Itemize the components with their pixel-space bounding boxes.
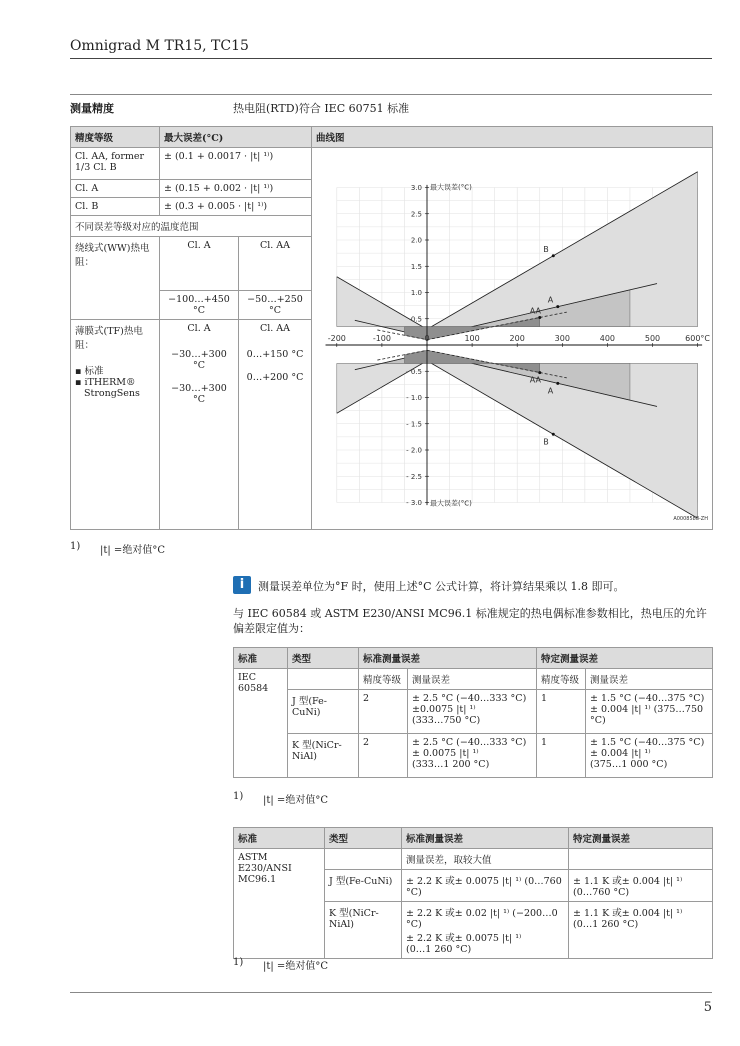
iec-h-std: 标准 bbox=[234, 648, 288, 669]
x-tick-label: 0 bbox=[424, 334, 430, 343]
tf-cell bbox=[71, 320, 160, 530]
label-aa-bottom: AA bbox=[529, 375, 541, 385]
info-icon: i bbox=[233, 576, 251, 594]
iec-type-j: J 型(Fe-CuNi) bbox=[288, 690, 359, 734]
col-accuracy-class: 精度等级 bbox=[71, 127, 160, 148]
section-rule bbox=[70, 94, 712, 95]
marker-a-top bbox=[556, 305, 559, 308]
y-tick-label: 2.5 bbox=[410, 210, 422, 219]
header-rule bbox=[70, 58, 712, 59]
tf-item-standard: ▪ 标准 bbox=[75, 366, 104, 377]
x-tick-label: 500 bbox=[644, 334, 661, 343]
iec-k-c2: 1 bbox=[537, 734, 586, 778]
y-tick-label: 0.5 bbox=[410, 315, 422, 324]
label-aa-top: AA bbox=[529, 306, 541, 316]
marker-aa-bottom bbox=[538, 371, 541, 374]
y-tick-label: - 1.0 bbox=[406, 394, 422, 402]
marker-a-bottom bbox=[556, 382, 559, 385]
footnote-1-text: |t| =绝对值°C bbox=[100, 545, 165, 556]
footnote-3-text: |t| =绝对值°C bbox=[263, 961, 328, 972]
page-number: 5 bbox=[703, 1000, 712, 1015]
iec-sub-class-1: 精度等级 bbox=[359, 669, 408, 690]
ww-cla: Cl. A bbox=[160, 237, 239, 291]
x-tick-label: 300 bbox=[554, 334, 570, 343]
document-header: Omnigrad M TR15, TC15 bbox=[70, 38, 249, 54]
error-b: ± (0.3 + 0.005 · |t| ¹⁾) bbox=[160, 198, 312, 216]
iec-std: IEC 60584 bbox=[234, 669, 288, 778]
x-tick-label: -200 bbox=[327, 334, 346, 343]
iec-k-c1: 2 bbox=[359, 734, 408, 778]
iec-h-special: 特定测量误差 bbox=[537, 648, 713, 669]
label-a-bottom: A bbox=[547, 386, 554, 396]
col-max-error: 最大误差(°C) bbox=[160, 127, 312, 148]
iec-sub-err-1: 测量误差 bbox=[408, 669, 537, 690]
iec-k-e1: ± 2.5 °C (−40…333 °C) ± 0.0075 |t| ¹⁾ (333…1 200 °C) bbox=[408, 734, 537, 778]
x-tick-label: 600°C bbox=[685, 334, 711, 343]
label-b-bottom: B bbox=[543, 437, 549, 447]
figure-code: A0008588-ZH bbox=[673, 516, 708, 522]
astm-h-standard: 标准测量误差 bbox=[402, 828, 569, 849]
ww-label: 绕线式(WW)热电阻： bbox=[71, 237, 160, 320]
error-aa: ± (0.1 + 0.0017 · |t| ¹⁾) bbox=[160, 148, 312, 180]
iec-sub-err-2: 测量误差 bbox=[586, 669, 713, 690]
astm-h-type: 类型 bbox=[325, 828, 402, 849]
y-tick-label: 1.0 bbox=[410, 289, 422, 297]
ww-cla-range: −100…+450 °C bbox=[160, 291, 239, 320]
curve-cell bbox=[311, 148, 712, 530]
astm-h-special: 特定测量误差 bbox=[569, 828, 713, 849]
rtd-accuracy-table bbox=[70, 126, 713, 530]
tf-claa: Cl. AA bbox=[259, 323, 291, 334]
tf-r1-a: −30…+300 °C bbox=[171, 349, 227, 371]
y-tick-label: - 2.5 bbox=[406, 472, 422, 481]
y-tick-label: - 3.0 bbox=[406, 499, 422, 507]
iec-j-e2: ± 1.5 °C (−40…375 °C) ± 0.004 |t| ¹⁾ (375…750 °C) bbox=[586, 690, 713, 734]
y-axis-label-top: 最大误差(°C) bbox=[429, 183, 472, 192]
section-label: 测量精度 bbox=[70, 102, 114, 115]
class-b: Cl. B bbox=[71, 198, 160, 216]
y-tick-label: - 2.0 bbox=[406, 446, 422, 455]
marker-aa-top bbox=[538, 316, 541, 319]
astm-type-j: J 型(Fe-CuNi) bbox=[325, 870, 402, 902]
astm-h-std: 标准 bbox=[234, 828, 325, 849]
iec-type-k: K 型(NiCr-NiAl) bbox=[288, 734, 359, 778]
tf-item-strongsens: ▪ iTHERM® StrongSens bbox=[75, 377, 140, 399]
ww-claa-range: −50…+250 °C bbox=[239, 291, 312, 320]
label-b-top: B bbox=[543, 244, 549, 254]
iec-sub-class-2: 精度等级 bbox=[537, 669, 586, 690]
y-tick-label: - 0.5 bbox=[406, 367, 422, 376]
footnote-1-num: 1) bbox=[70, 541, 81, 552]
class-a: Cl. A bbox=[71, 180, 160, 198]
x-tick-label: 400 bbox=[599, 334, 616, 343]
footnote-2-text: |t| =绝对值°C bbox=[263, 795, 328, 806]
x-tick-label: 100 bbox=[464, 334, 480, 343]
iec-h-type: 类型 bbox=[288, 648, 359, 669]
error-curve-chart bbox=[312, 148, 712, 526]
astm-table bbox=[233, 827, 713, 959]
iec-h-standard: 标准测量误差 bbox=[359, 648, 537, 669]
astm-type-k: K 型(NiCr-NiAl) bbox=[325, 902, 402, 959]
astm-sub: 测量误差，取较大值 bbox=[402, 849, 569, 870]
tf-r2-aa: 0…+200 °C bbox=[246, 372, 304, 383]
y-tick-label: 3.0 bbox=[410, 184, 422, 192]
y-tick-label: 1.5 bbox=[410, 262, 422, 271]
iec-j-c2: 1 bbox=[537, 690, 586, 734]
col-curve: 曲线图 bbox=[311, 127, 712, 148]
footnote-2-num: 1) bbox=[233, 791, 244, 802]
section-subtitle: 热电阻(RTD)符合 IEC 60751 标准 bbox=[233, 102, 410, 115]
y-axis-label-bottom: 最大误差(°C) bbox=[429, 499, 472, 508]
tf-cla-cell bbox=[160, 320, 239, 530]
iec-table bbox=[233, 647, 713, 778]
tf-cla: Cl. A bbox=[187, 323, 211, 334]
footer-rule bbox=[70, 992, 712, 993]
tf-claa-cell bbox=[239, 320, 312, 530]
x-tick-label: 200 bbox=[509, 334, 525, 343]
tf-label: 薄膜式(TF)热电阻： bbox=[75, 326, 143, 351]
iec-j-e1: ± 2.5 °C (−40…333 °C) ±0.0075 |t| ¹⁾ (333…750 °C) bbox=[408, 690, 537, 734]
intro-paragraph: 与 IEC 60584 或 ASTM E230/ANSI MC96.1 标准规定的热电偶标准参数相比，热电压的允许偏差限定值为： bbox=[233, 607, 707, 635]
tf-r2-a: −30…+300 °C bbox=[171, 383, 227, 405]
class-aa: Cl. AA, former 1/3 Cl. B bbox=[71, 148, 160, 180]
range-label: 不同误差等级对应的温度范围 bbox=[71, 216, 312, 237]
footnote-3-num: 1) bbox=[233, 957, 244, 968]
ww-claa: Cl. AA bbox=[239, 237, 312, 291]
astm-j-std: ± 2.2 K 或± 0.0075 |t| ¹⁾ (0…760 °C) bbox=[402, 870, 569, 902]
note-text: 测量误差单位为°F 时，使用上述°C 公式计算，将计算结果乘以 1.8 即可。 bbox=[258, 580, 625, 593]
marker-b-top bbox=[552, 254, 555, 257]
marker-b-bottom bbox=[552, 433, 555, 436]
astm-k-special: ± 1.1 K 或± 0.004 |t| ¹⁾ (0…1 260 °C) bbox=[569, 902, 713, 959]
y-tick-label: 2.0 bbox=[410, 236, 422, 245]
astm-j-special: ± 1.1 K 或± 0.004 |t| ¹⁾ (0…760 °C) bbox=[569, 870, 713, 902]
tf-r1-aa: 0…+150 °C bbox=[246, 349, 304, 360]
astm-std: ASTM E230/ANSI MC96.1 bbox=[234, 849, 325, 959]
y-tick-label: - 1.5 bbox=[406, 420, 422, 429]
label-a-top: A bbox=[547, 295, 554, 305]
x-tick-label: -100 bbox=[372, 334, 391, 343]
astm-k-std: ± 2.2 K 或± 0.02 |t| ¹⁾ (−200…0 °C) ± 2.2 K 或± 0.0075 |t| ¹⁾ (0…1 260 °C) bbox=[402, 902, 569, 959]
iec-k-e2: ± 1.5 °C (−40…375 °C) ± 0.004 |t| ¹⁾ (375…1 000 °C) bbox=[586, 734, 713, 778]
error-a: ± (0.15 + 0.002 · |t| ¹⁾) bbox=[160, 180, 312, 198]
iec-j-c1: 2 bbox=[359, 690, 408, 734]
